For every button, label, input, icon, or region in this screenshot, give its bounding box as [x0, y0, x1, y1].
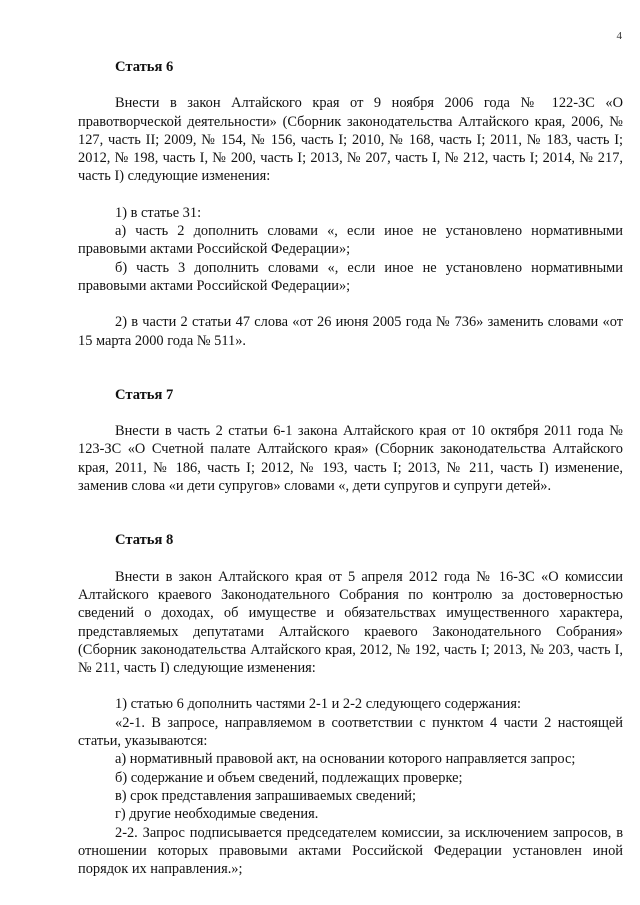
article-6-intro: Внести в закон Алтайского края от 9 ноября 2006 года № 122-ЗС «О правотворческой деятельности» (Сборник законодательства Алтайского края, 2006, № 127, часть II; 2009, № 154, № 156, часть I; 2010, № 168, часть I; 2011, № 183, часть I; 2012, № 198, часть I, № 200, часть I; 2013, № 207, часть I, № 212, часть I; 2014, № 217, часть I) следующие изменения: [78, 95, 623, 185]
article-7-heading: Статья 7 [115, 386, 174, 403]
article-8-intro: Внести в закон Алтайского края от 5 апреля 2012 года № 16-ЗС «О комиссии Алтайского краевого Законодательного Собрания по контролю за достоверностью сведений о доходах, об имуществе и обязательствах имущественного характера, представляемых депутатами Алтайского краевого Законодательного Собрания» (Сборник законодательства Алтайского края, 2012, № 192, часть I; 2013, № 203, часть I, № 211, часть I) следующие изменения: [78, 568, 623, 677]
article-8-part-2-1-d: г) другие необходимые сведения. [115, 806, 319, 823]
article-8-item-1: 1) статью 6 дополнить частями 2-1 и 2-2 следующего содержания: [115, 696, 521, 713]
article-7 [78, 386, 623, 495]
article-6-item-1a: а) часть 2 дополнить словами «, если иное не установлено нормативными правовыми актами Российской Федерации»; [78, 223, 623, 258]
page-number: 4 [616, 30, 622, 42]
article-8-part-2-1-c: в) срок представления запрашиваемых сведений; [115, 787, 417, 804]
article-8 [78, 531, 623, 878]
article-7-text: Внести в часть 2 статьи 6-1 закона Алтайского края от 10 октября 2011 года № 123-ЗС «О Счетной палате Алтайского края» (Сборник законодательства Алтайского края, 2011, № 186, часть I; 2012, № 193, часть I; 2013, № 211, часть I) изменение, заменив слова «и дети супругов» словами «, дети супругов и супруги детей». [78, 423, 623, 495]
article-6-item-1: 1) в статье 31: [115, 204, 202, 221]
article-8-part-2-1-a: а) нормативный правовой акт, на основании которого направляется запрос; [115, 751, 576, 768]
document-body [78, 58, 623, 878]
article-6-item-1b: б) часть 3 дополнить словами «, если иное не установлено нормативными правовыми актами Российской Федерации»; [78, 259, 623, 294]
article-8-part-2-2: 2-2. Запрос подписывается председателем комиссии, за исключением запросов, в отношении которых правовыми актами Российской Федерации установлен иной порядок их направления.»; [78, 824, 623, 878]
article-6-heading: Статья 6 [115, 59, 174, 75]
article-6-item-2: 2) в части 2 статьи 47 слова «от 26 июня 2005 года № 736» заменить словами «от 15 марта 2000 года № 511». [78, 314, 623, 349]
article-6 [78, 58, 623, 350]
article-8-heading: Статья 8 [115, 532, 174, 549]
article-8-part-2-1-b: б) содержание и объем сведений, подлежащих проверке; [115, 769, 463, 786]
article-8-part-2-1: «2-1. В запросе, направляемом в соответствии с пунктом 4 части 2 настоящей статьи, указываются: [78, 714, 623, 750]
